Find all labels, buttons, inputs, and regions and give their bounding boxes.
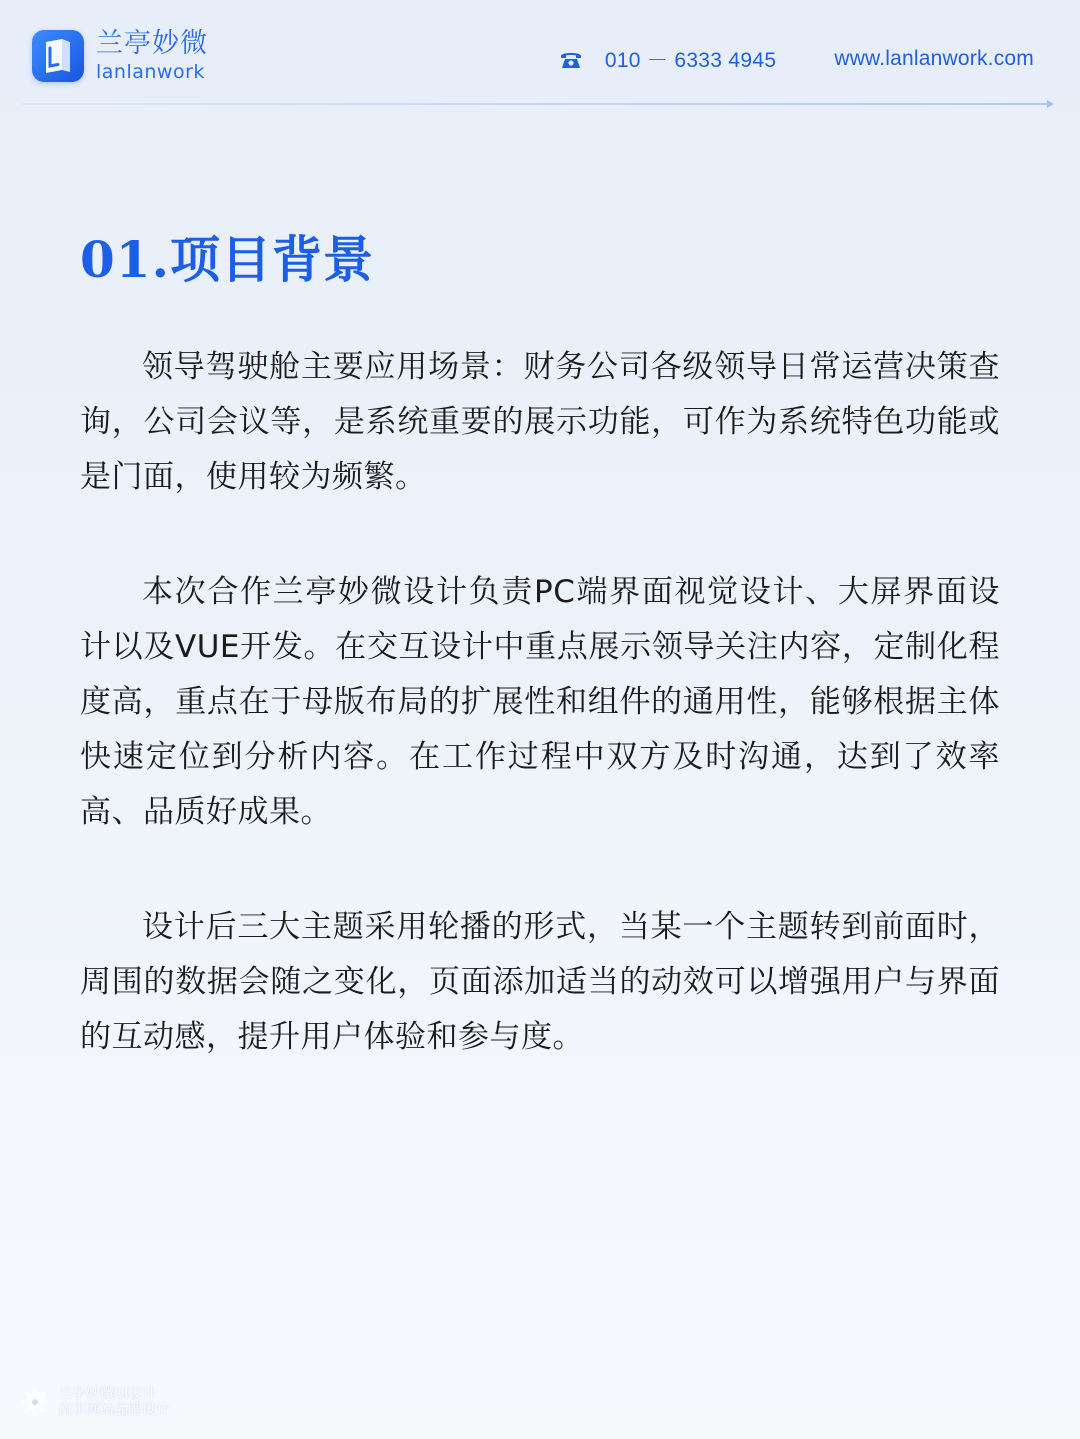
phone-number[interactable]: 010 － 6333 4945 [604,49,777,72]
book-logo-icon [32,30,84,82]
paragraph-design-themes: 设计后三大主题采用轮播的形式，当某一个主题转到前面时，周围的数据会随之变化，页面添加适当的动效可以增强用户与界面的互动感，提升用户体验和参与度。 [80,909,1000,1055]
brand-name-en: lanlanwork [96,61,205,83]
watermark-text [58,1386,170,1418]
watermark-line-1: 兰亭妙微UI设计 [58,1386,157,1402]
contact-info [559,44,1034,74]
brand-logo[interactable] [32,30,208,82]
paragraph-cooperation: 本次合作兰亭妙微设计负责PC端界面视觉设计、大屏界面设计以及VUE开发。在交互设计中重点展示领导关注内容，定制化程度高，重点在于母版布局的扩展性和组件的通用性，能够根据主体快速定位到分析内容。在工作过程中双方及时沟通，达到了效率高、品质好成果。 [80,574,1000,830]
watermark-line-2: 南京网站品牌设计 [58,1402,170,1418]
website-link[interactable]: www.lanlanwork.com [834,47,1034,70]
brand-name-cn: 兰亭妙微 [96,28,208,59]
paragraph-scenarios: 领导驾驶舱主要应用场景：财务公司各级领导日常运营决策查询，公司会议等，是系统重要的展示功能，可作为系统特色功能或是门面，使用较为频繁。 [80,349,1000,495]
section-title [80,220,374,292]
body-content [80,340,1000,1125]
page-header [0,0,1080,110]
phone-icon [559,47,583,71]
brand-name [96,30,208,82]
section-number: 01. [80,230,170,289]
flower-logo-icon [20,1387,50,1417]
section-title-text: 项目背景 [170,231,374,289]
header-divider [22,103,1048,105]
watermark [20,1386,170,1418]
